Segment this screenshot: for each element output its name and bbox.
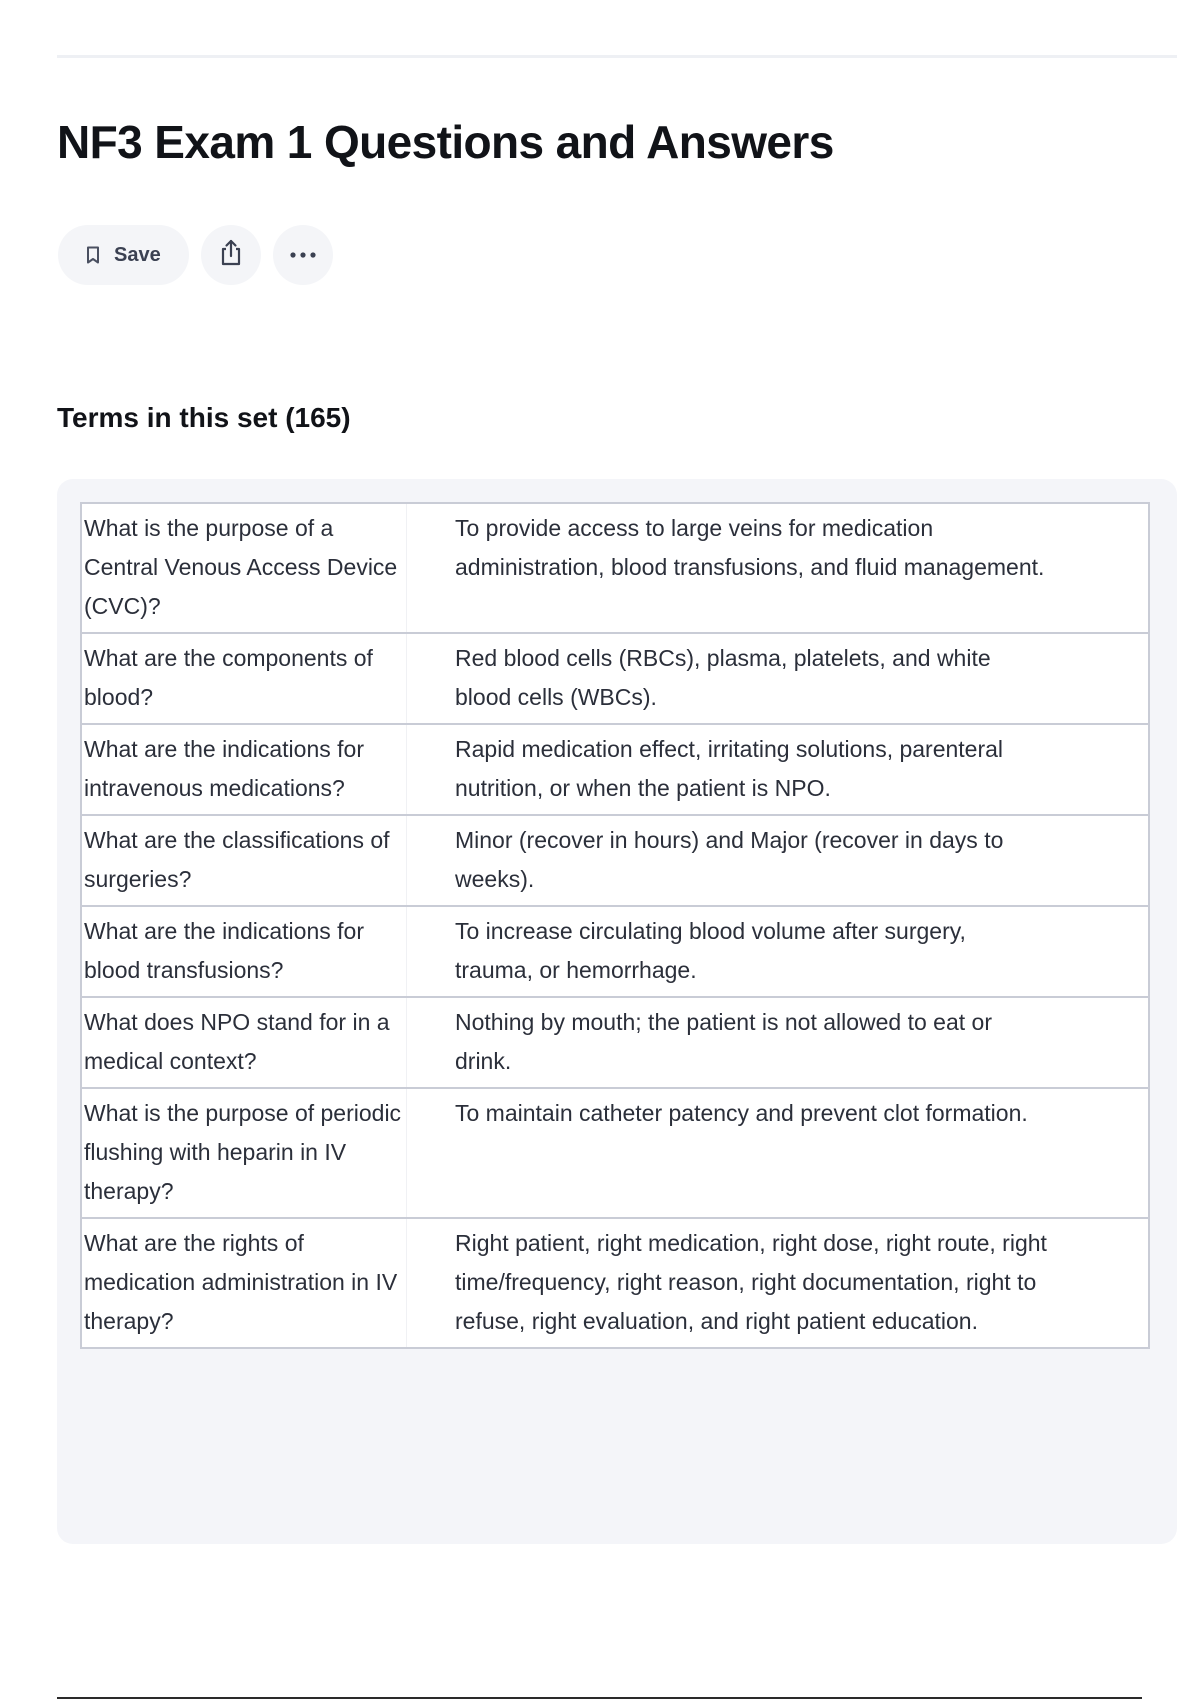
definition-cell: Nothing by mouth; the patient is not allowed to eat or drink. [407, 997, 1150, 1088]
table-row [81, 815, 1149, 906]
definition-cell: Minor (recover in hours) and Major (recover in days to weeks). [407, 815, 1150, 906]
bookmark-icon [84, 245, 102, 265]
definition-cell: Right patient, right medication, right dose, right route, right time/frequency, right reason, right documentation, right to refuse, right evaluation, and right patient education. [407, 1218, 1150, 1348]
term-cell: What are the classifications of surgeries? [81, 815, 407, 906]
definition-cell: To maintain catheter patency and prevent clot formation. [407, 1088, 1150, 1218]
definition-cell: Rapid medication effect, irritating solutions, parenteral nutrition, or when the patient is NPO. [407, 724, 1150, 815]
table-row [81, 724, 1149, 815]
table-row [81, 503, 1149, 633]
term-cell: What are the indications for intravenous medications? [81, 724, 407, 815]
definition-cell: To provide access to large veins for medication administration, blood transfusions, and fluid management. [407, 503, 1150, 633]
share-icon [217, 238, 245, 273]
top-divider [57, 55, 1177, 58]
definition-cell: Red blood cells (RBCs), plasma, platelets, and white blood cells (WBCs). [407, 633, 1150, 724]
more-options-button[interactable] [273, 225, 333, 285]
save-button[interactable] [58, 225, 189, 285]
table-row [81, 906, 1149, 997]
table-row [81, 633, 1149, 724]
page-title: NF3 Exam 1 Questions and Answers [57, 116, 834, 168]
table-row [81, 1088, 1149, 1218]
definition-cell: To increase circulating blood volume after surgery, trauma, or hemorrhage. [407, 906, 1150, 997]
term-cell: What does NPO stand for in a medical context? [81, 997, 407, 1088]
terms-table [80, 502, 1150, 1349]
term-cell: What are the indications for blood transfusions? [81, 906, 407, 997]
term-cell: What is the purpose of periodic flushing with heparin in IV therapy? [81, 1088, 407, 1218]
save-button-label: Save [114, 243, 161, 266]
more-horizontal-icon [289, 246, 317, 264]
term-cell: What are the rights of medication administration in IV therapy? [81, 1218, 407, 1348]
term-cell: What are the components of blood? [81, 633, 407, 724]
terms-heading: Terms in this set (165) [57, 402, 351, 433]
terms-panel [57, 479, 1177, 1544]
bottom-divider [57, 1697, 1142, 1699]
term-cell: What is the purpose of a Central Venous Access Device (CVC)? [81, 503, 407, 633]
table-row [81, 997, 1149, 1088]
action-bar [58, 225, 333, 285]
table-row [81, 1218, 1149, 1348]
share-button[interactable] [201, 225, 261, 285]
